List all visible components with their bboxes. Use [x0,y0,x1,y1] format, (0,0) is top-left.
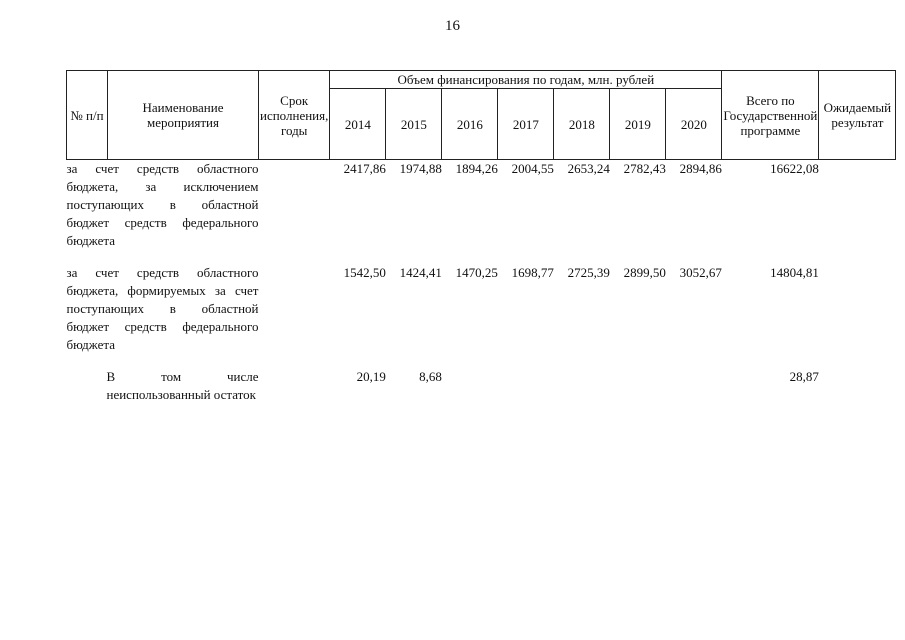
funding-table [66,70,896,408]
row-result [819,264,896,368]
header-year-2017: 2017 [498,89,554,160]
row-value-2015: 1974,88 [399,161,442,176]
row-value-2018: 2653,24 [567,161,610,176]
row-value-2016 [442,368,498,408]
header-year-2014: 2014 [330,89,386,160]
header-year-2015: 2015 [386,89,442,160]
row-value-2017: 2004,55 [511,161,554,176]
row-total: 14804,81 [770,264,819,280]
row-result [819,368,896,408]
header-term: Срок исполнения, годы [259,71,330,160]
row-value-2018: 2725,39 [567,264,610,280]
row-term [259,264,330,368]
row-term [259,368,330,408]
row-value-2020 [666,368,722,408]
header-num: № п/п [67,71,108,160]
table-row [67,160,896,264]
row-value-2019: 2899,50 [623,264,666,280]
row-value-2019 [610,368,666,408]
row-name: за счет средств областного бюджета, за исключением поступающих в областной бюджет средств федерального бюджета [66,161,259,248]
table-row [67,368,896,408]
row-name: за счет средств областного бюджета, формируемых за счет поступающих в областной бюджет средств федерального бюджета [66,264,259,352]
row-value-2016: 1894,26 [455,161,498,176]
header-result: Ожидаемый результат [819,71,896,160]
row-result [819,160,896,264]
row-value-2014: 20,19 [356,368,386,384]
row-value-2014: 2417,86 [343,161,386,176]
table-row [67,264,896,368]
header-year-2018: 2018 [554,89,610,160]
row-name: В том числе неиспользованный остаток [106,368,259,402]
row-value-2020: 3052,67 [679,264,722,280]
row-value-2015: 8,68 [419,368,442,384]
row-value-2016: 1470,25 [455,264,498,280]
row-value-2018 [554,368,610,408]
header-funding-group: Объем финансирования по годам, млн. рублей [330,71,722,89]
row-value-2015: 1424,41 [399,264,442,280]
row-value-2019: 2782,43 [623,161,666,176]
row-total: 28,87 [789,368,819,384]
row-value-2014: 1542,50 [343,264,386,280]
row-value-2017 [498,368,554,408]
row-value-2017: 1698,77 [511,264,554,280]
page-number: 16 [445,18,460,34]
header-name: Наименование мероприятия [108,71,259,160]
row-term [259,160,330,264]
header-year-2019: 2019 [610,89,666,160]
row-total: 16622,08 [770,161,819,176]
header-total: Всего по Государственной программе [722,71,819,160]
header-year-2020: 2020 [666,89,722,160]
row-value-2020: 2894,86 [679,161,722,176]
header-year-2016: 2016 [442,89,498,160]
